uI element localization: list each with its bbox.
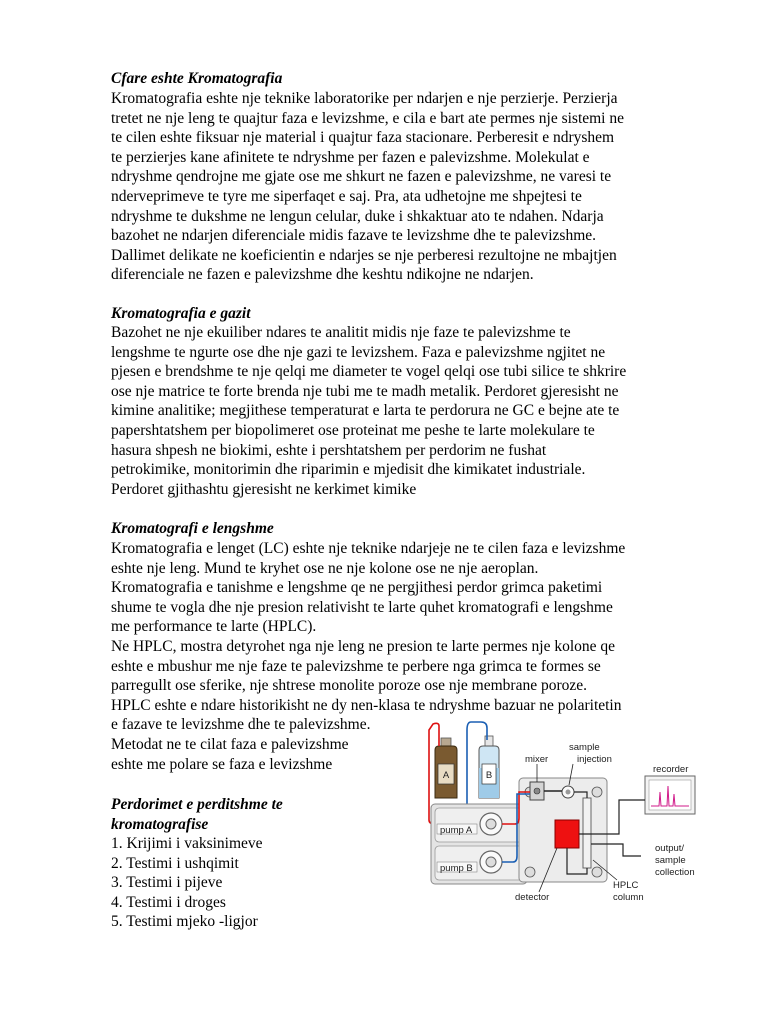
heading-line: Perdorimet e perditshme te <box>111 796 283 813</box>
output-label-1: output/ <box>655 843 685 854</box>
heading-gas-chromatography: Kromatografia e gazit <box>111 305 251 322</box>
pump-housing <box>431 804 527 884</box>
text-line: parregullt ose sferike, nje shtrese monolite poroze ose nje membrane poroze. <box>111 677 588 695</box>
bottle-b <box>479 736 499 798</box>
text-line: papershtatshem per biopolimeret ose proteinat me peshe te larte molekulare te <box>111 421 595 439</box>
bottle-a-label: A <box>442 770 450 781</box>
hplc-column-label-2: column <box>613 892 644 903</box>
paragraph-gas <box>111 323 626 499</box>
instrument-housing <box>519 778 607 882</box>
text-line: HPLC eshte e ndare historikisht ne dy nen-klasa te ndryshme bazuar ne polaritetin <box>111 696 622 714</box>
uses-list <box>111 834 263 932</box>
text-line: Bazohet ne nje ekuiliber ndares te analitit midis nje faze te palevizshme te <box>111 324 571 341</box>
text-line: kimine analitike; megjithese temperaturat e larta te perdorura ne GC e bejne ate te <box>111 402 620 420</box>
text-line: ose nje matrice te forte brenda nje tubi me te madh metalik. Perdoret gjeresisht ne <box>111 382 619 400</box>
hplc-column-label-1: HPLC <box>613 880 639 891</box>
list-item: 5. Testimi mjeko -ligjor <box>111 913 258 931</box>
list-item: 3. Testimi i pijeve <box>111 874 223 892</box>
text-line: hasura shpesh ne biokimi, eshte i pershtatshem per perdorim ne fushat <box>111 441 547 459</box>
recorder <box>645 776 695 814</box>
sample-injection-label-2: injection <box>577 754 612 765</box>
text-line: Kromatografia eshte nje teknike laboratorike per ndarjen e nje perzierje. Perzierja <box>111 90 618 107</box>
text-line: me performance te larte (HPLC). <box>111 618 317 636</box>
text-line: eshte nje leng. Mund te kryhet ose ne nje kolone ose ne nje aeroplan. <box>111 559 539 577</box>
output-label-2: sample <box>655 855 686 866</box>
text-line: bazohet ne ndarjen diferenciale midis fazave te levizshme dhe te palevizshme. <box>111 227 597 245</box>
bottle-a <box>435 738 457 798</box>
text-line: ndryshme te dukshme ne lengun celular, duke i shkaktuar ato te ndahen. Ndarja <box>111 207 604 225</box>
hplc-diagram <box>427 720 710 910</box>
text-line: Kromatografia e tanishme e lengshme qe ne pergjithesi perdor grimca paketimi <box>111 579 603 597</box>
recorder-label: recorder <box>653 764 689 775</box>
sample-injection-label-1: sample <box>569 742 600 753</box>
text-line: nderveprimeve te tyre me siperfaqet e saj. Pra, ata udhetojne me shpejtesi te <box>111 187 582 205</box>
heading-everyday-uses <box>111 795 283 834</box>
text-line: eshte e mbushur me nje faze te palevizshme te perbere nga grimca te formes se <box>111 657 601 675</box>
list-item: 4. Testimi i droges <box>111 893 226 911</box>
text-line: petrokimike, monitorimin dhe riparimin e mjedisit dhe kimikatet industriale. <box>111 461 586 479</box>
heading-liquid-chromatography: Kromatografi e lengshme <box>111 520 274 537</box>
text-line: Metodat ne te cilat faza e palevizshme <box>111 735 349 753</box>
text-line: diferenciale ne fazen e palevizshme dhe keshtu ndikojne ne ndarjen. <box>111 266 534 284</box>
pump-b-label: pump B <box>440 863 473 874</box>
hplc-column <box>583 798 591 868</box>
text-line: e fazave te levizshme dhe te palevizshme. <box>111 716 371 734</box>
text-line: eshte me polare se faza e levizshme <box>111 755 333 773</box>
text-line: Kromatografia e lenget (LC) eshte nje teknike ndarjeje ne te cilen faza e levizshme <box>111 540 626 557</box>
text-line: shume te vogla dhe nje presion relativisht te larte quhet kromatografi e lengshme <box>111 598 613 616</box>
text-line: tretet ne nje leng te quajtur faza e levizshme, e cila e bart ate permes nje sistemi ne <box>111 109 624 127</box>
text-line: Perdoret gjithashtu gjeresisht ne kerkimet kimike <box>111 480 417 498</box>
paragraph-what-is <box>111 89 624 285</box>
heading-line: kromatografise <box>111 815 209 833</box>
bottle-b-label: B <box>485 770 493 781</box>
text-line: Ne HPLC, mostra detyrohet nga nje leng ne presion te larte permes nje kolone qe <box>111 637 616 655</box>
heading-what-is-chromatography: Cfare eshte Kromatografia <box>111 70 283 87</box>
detector-box <box>555 820 579 848</box>
text-line: pjesen e brendshme te nje qelqi me diameter te vogel qelqi ose tubi silice te shkrire <box>111 363 627 381</box>
detector-label: detector <box>515 892 550 903</box>
list-item: 1. Krijimi i vaksinimeve <box>111 835 263 852</box>
text-line: ndryshme qendrojne me gjate ose me shkurt ne fazen e palevizshme, ne varesi te <box>111 168 612 186</box>
list-item: 2. Testimi i ushqimit <box>111 854 239 872</box>
output-label-3: collection <box>655 867 695 878</box>
pump-a-label: pump A <box>440 825 473 836</box>
text-line: Dallimet delikate ne koeficientin e ndarjes se nje perberesi rezultojne ne mbajtjen <box>111 246 617 264</box>
text-line: te cilen eshte fiksuar nje material i quajtur faza stacionare. Perberesit e ndryshem <box>111 129 615 147</box>
text-line: te perzierjes kane afinitete te ndryshme per fazen e palevizshme. Molekulat e <box>111 148 590 166</box>
text-line: lengshme te ngurte ose dhe nje gazi te levizshem. Faza e palevizshme ngjitet ne <box>111 343 606 361</box>
mixer-label: mixer <box>525 754 549 765</box>
